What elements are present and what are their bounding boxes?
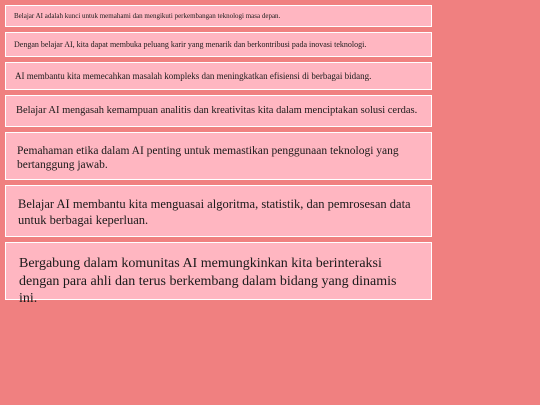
text-card bbox=[5, 242, 432, 306]
card-text: Bergabung dalam komunitas AI memungkinkan kita berinteraksi dengan para ahli dan terus berkembang dalam bidang yang dinamis ini. bbox=[19, 256, 397, 306]
card-text: Belajar AI adalah kunci untuk memahami dan mengikuti perkembangan teknologi masa depan. bbox=[14, 12, 281, 20]
card-text: Pemahaman etika dalam AI penting untuk memastikan penggunaan teknologi yang bertanggung jawab. bbox=[17, 145, 399, 172]
card-text: Belajar AI membantu kita menguasai algoritma, statistik, dan pemrosesan data untuk berbagai keperluan. bbox=[18, 197, 411, 227]
text-card bbox=[5, 32, 432, 57]
text-card bbox=[5, 95, 432, 127]
text-card bbox=[5, 62, 432, 90]
card-text: Belajar AI mengasah kemampuan analitis dan kreativitas kita dalam menciptakan solusi cerdas. bbox=[16, 105, 418, 116]
text-card bbox=[5, 132, 432, 180]
card-text: AI membantu kita memecahkan masalah kompleks dan meningkatkan efisiensi di berbagai bidang. bbox=[15, 71, 372, 81]
card-text: Dengan belajar AI, kita dapat membuka peluang karir yang menarik dan berkontribusi pada inovasi teknologi. bbox=[14, 40, 367, 49]
text-card bbox=[5, 5, 432, 27]
text-card bbox=[5, 185, 432, 237]
text-card-stack bbox=[5, 5, 432, 305]
